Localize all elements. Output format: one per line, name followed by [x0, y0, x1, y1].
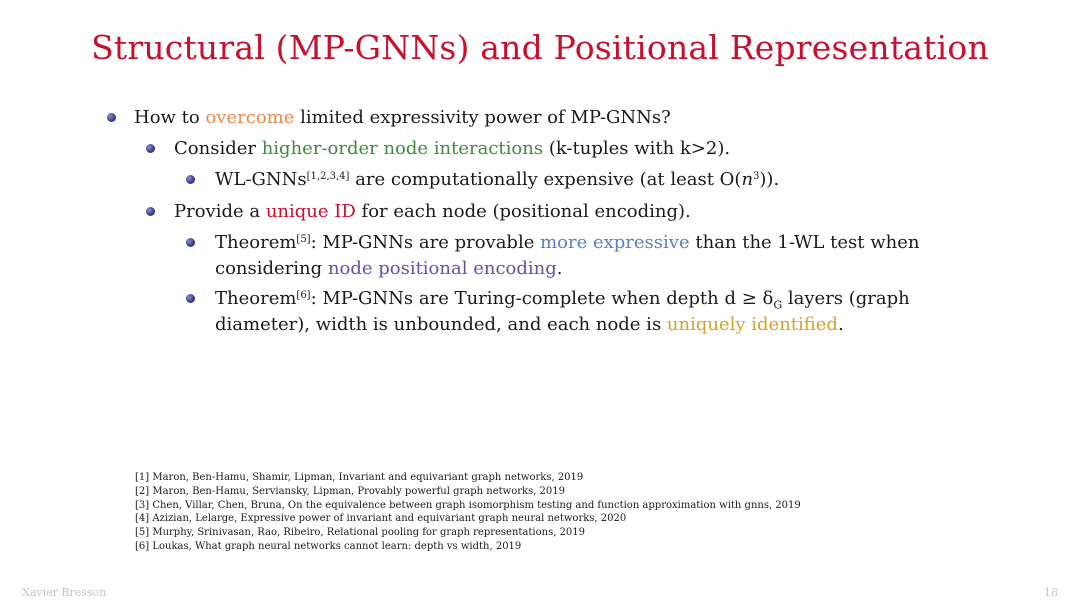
highlight-uniquely-identified: uniquely identified [666, 314, 838, 335]
highlight-higher-order: higher-order node interactions [261, 138, 544, 159]
bullet-unique-id [174, 199, 691, 225]
bullet-text-pre: Provide a [174, 201, 266, 222]
footer-author: Xavier Bresson [22, 586, 107, 599]
math-subscript: G [773, 298, 783, 312]
references-list [135, 471, 801, 554]
bullet-text-post: for each node (positional encoding). [355, 201, 691, 222]
math-exponent: 3 [753, 171, 760, 182]
bullet-text-post: . [556, 258, 563, 279]
reference-item: [1] Maron, Ben-Hamu, Shamir, Lipman, Invariant and equivariant graph networks, 2019 [135, 472, 584, 483]
bullet-text-mid: are computationally expensive (at least O( [349, 169, 742, 190]
bullet-text-post: limited expressivity power of MP-GNNs? [294, 107, 671, 128]
bullet-text-mid2: than the 1-WL test when [689, 232, 920, 253]
bullet-marker [186, 294, 195, 303]
highlight-unique-id: unique ID [265, 201, 356, 222]
citation-ref: [5] [296, 234, 311, 245]
bullet-marker [146, 207, 155, 216]
bullet-marker [186, 175, 195, 184]
bullet-text-pre: diameter), width is unbounded, and each node is [215, 314, 667, 335]
bullet-marker [146, 144, 155, 153]
bullet-text-post: . [837, 314, 844, 335]
reference-item: [6] Loukas, What graph neural networks cannot learn: depth vs width, 2019 [135, 540, 522, 552]
bullet-text-pre: Theorem [215, 288, 297, 309]
slide-title: Structural (MP-GNNs) and Positional Representation [91, 28, 989, 67]
bullet-marker [186, 238, 195, 247]
bullet-theorem-6-line2 [215, 312, 844, 338]
citation-ref: [1,2,3,4] [306, 171, 350, 182]
highlight-more-expressive: more expressive [540, 232, 690, 253]
bullet-text-post: (k-tuples with k>2). [543, 138, 731, 159]
reference-item: [2] Maron, Ben-Hamu, Serviansky, Lipman, Provably powerful graph networks, 2019 [135, 485, 566, 497]
bullet-text-pre: How to [134, 107, 206, 128]
reference-item: [3] Chen, Villar, Chen, Bruna, On the equivalence between graph isomorphism testing and function approximation with gnns, 2019 [135, 499, 801, 511]
bullet-theorem-5-line1 [215, 230, 919, 256]
highlight-overcome: overcome [205, 107, 295, 128]
footer-page-number: 18 [1044, 586, 1058, 599]
bullet-text-pre: considering [215, 258, 328, 279]
bullet-marker [107, 113, 116, 122]
bullet-text-post: )). [759, 169, 780, 190]
bullet-overcome-expressivity [134, 105, 671, 131]
highlight-positional-encoding: node positional encoding [327, 258, 557, 279]
citation-ref: [6] [296, 290, 311, 301]
bullet-theorem-5-line2 [215, 256, 563, 282]
math-n: n [741, 169, 754, 190]
bullet-text-pre: WL-GNNs [215, 169, 307, 190]
bullet-higher-order [174, 136, 730, 162]
bullet-text-post: layers (graph [782, 288, 910, 309]
reference-item: [4] Azizian, Lelarge, Expressive power of invariant and equivariant graph neural networks, 2020 [135, 513, 627, 525]
reference-item: [5] Murphy, Srinivasan, Rao, Ribeiro, Relational pooling for graph representations, 2019 [135, 527, 586, 539]
bullet-text-mid: : MP-GNNs are provable [310, 232, 541, 253]
bullet-wl-gnns [215, 167, 779, 193]
bullet-text-mid: : MP-GNNs are Turing-complete when depth d ≥ δ [310, 288, 774, 309]
bullet-text-pre: Theorem [215, 232, 297, 253]
bullet-text-pre: Consider [174, 138, 262, 159]
